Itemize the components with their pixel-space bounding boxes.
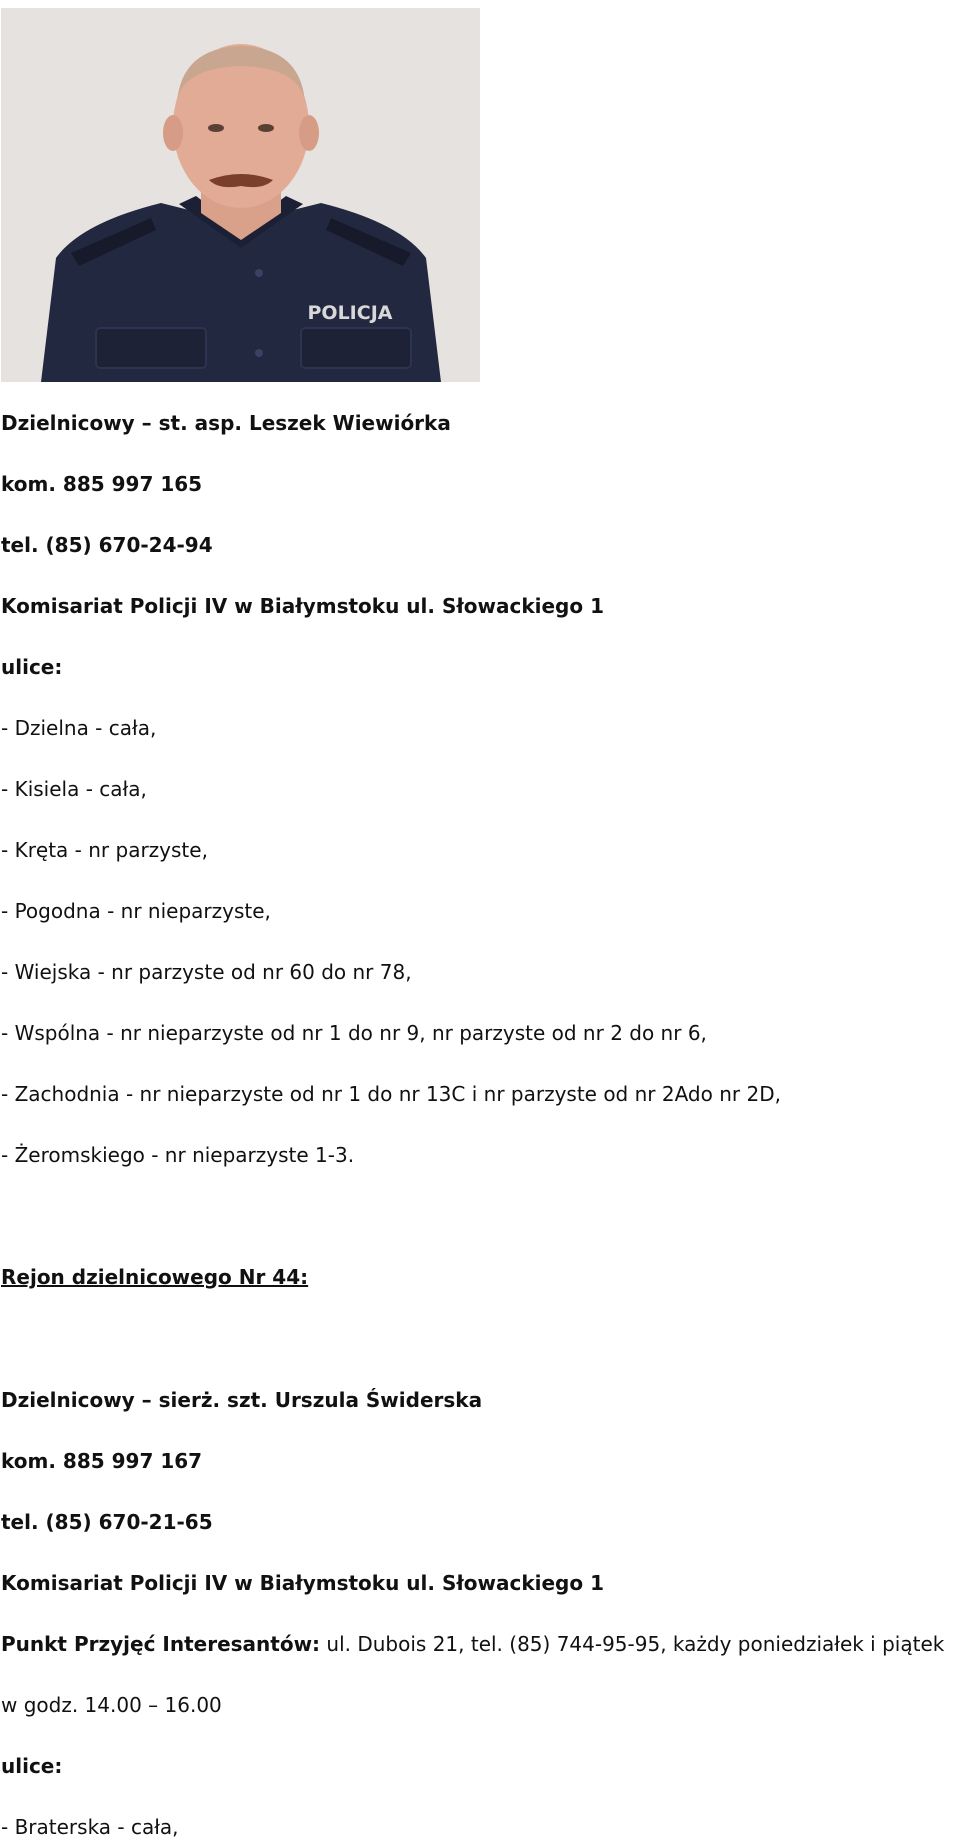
officer2-phone: tel. (85) 670-21-65 xyxy=(1,1510,213,1534)
officer2-name: Dzielnicowy – sierż. szt. Urszula Świderska xyxy=(1,1388,483,1412)
street-item: - Wiejska - nr parzyste od nr 60 do nr 78, xyxy=(1,960,412,984)
officer2-mobile: kom. 885 997 167 xyxy=(1,1449,203,1473)
policja-label: POLICJA xyxy=(307,302,393,324)
street-item: - Pogodna - nr nieparzyste, xyxy=(1,899,271,923)
reception-label: Punkt Przyjęć Interesantów: xyxy=(1,1632,321,1656)
street-item: - Braterska - cała, xyxy=(1,1815,179,1839)
street-item: - Żeromskiego - nr nieparzyste 1-3. xyxy=(1,1143,355,1167)
street-item: - Wspólna - nr nieparzyste od nr 1 do nr 9, nr parzyste od nr 2 do nr 6, xyxy=(1,1021,707,1045)
officer1-mobile: kom. 885 997 165 xyxy=(1,472,203,496)
officer2-reception xyxy=(1,1632,944,1656)
officer1-name: Dzielnicowy – st. asp. Leszek Wiewiórka xyxy=(1,411,451,435)
reception-text: ul. Dubois 21, tel. (85) 744-95-95, każdy poniedziałek i piątek xyxy=(320,1632,945,1656)
street-item: - Kisiela - cała, xyxy=(1,777,147,801)
street-item: - Zachodnia - nr nieparzyste od nr 1 do nr 13C i nr parzyste od nr 2Ado nr 2D, xyxy=(1,1082,781,1106)
officer-photo xyxy=(1,8,480,382)
officer2-station: Komisariat Policji IV w Białymstoku ul. Słowackiego 1 xyxy=(1,1571,604,1595)
officer1-station: Komisariat Policji IV w Białymstoku ul. Słowackiego 1 xyxy=(1,594,604,618)
street-item: - Kręta - nr parzyste, xyxy=(1,838,208,862)
officer1-phone: tel. (85) 670-24-94 xyxy=(1,533,213,557)
officer2-reception-hours: w godz. 14.00 – 16.00 xyxy=(1,1693,222,1717)
region-heading: Rejon dzielnicowego Nr 44: xyxy=(1,1265,309,1289)
officer1-streets-heading: ulice: xyxy=(1,655,63,679)
officer2-streets-heading: ulice: xyxy=(1,1754,63,1778)
street-item: - Dzielna - cała, xyxy=(1,716,157,740)
